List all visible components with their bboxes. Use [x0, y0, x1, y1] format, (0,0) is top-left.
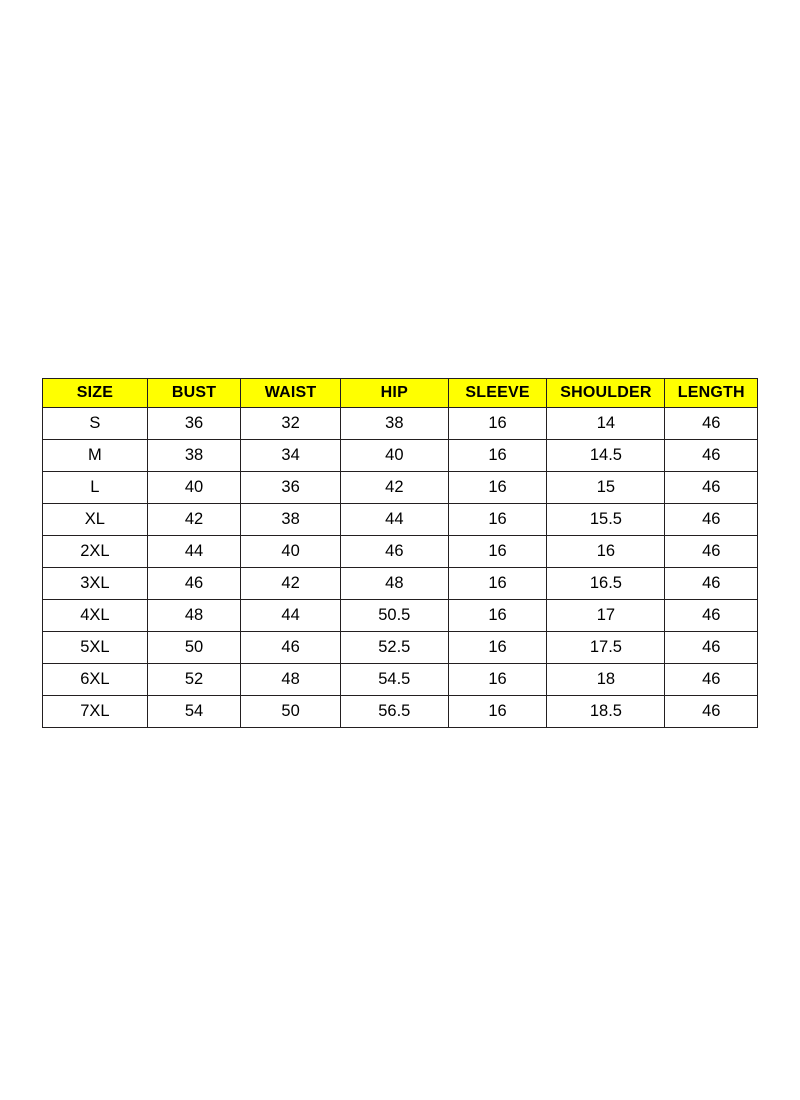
cell-waist: 48 — [241, 664, 341, 696]
cell-length: 46 — [665, 568, 758, 600]
cell-sleeve: 16 — [448, 696, 547, 728]
cell-hip: 48 — [340, 568, 448, 600]
cell-sleeve: 16 — [448, 632, 547, 664]
cell-size: 3XL — [43, 568, 148, 600]
column-header-bust: BUST — [147, 379, 240, 408]
cell-length: 46 — [665, 408, 758, 440]
cell-sleeve: 16 — [448, 504, 547, 536]
cell-sleeve: 16 — [448, 536, 547, 568]
table-row — [43, 600, 758, 632]
cell-length: 46 — [665, 664, 758, 696]
cell-waist: 42 — [241, 568, 341, 600]
cell-length: 46 — [665, 600, 758, 632]
cell-sleeve: 16 — [448, 408, 547, 440]
cell-shoulder: 15.5 — [547, 504, 665, 536]
cell-size: M — [43, 440, 148, 472]
table-row — [43, 440, 758, 472]
cell-waist: 34 — [241, 440, 341, 472]
cell-shoulder: 14.5 — [547, 440, 665, 472]
cell-size: 6XL — [43, 664, 148, 696]
cell-bust: 40 — [147, 472, 240, 504]
cell-size: L — [43, 472, 148, 504]
column-header-size: SIZE — [43, 379, 148, 408]
cell-shoulder: 14 — [547, 408, 665, 440]
cell-bust: 50 — [147, 632, 240, 664]
cell-shoulder: 17 — [547, 600, 665, 632]
cell-shoulder: 16.5 — [547, 568, 665, 600]
cell-size: 4XL — [43, 600, 148, 632]
size-chart-table — [42, 378, 758, 728]
cell-length: 46 — [665, 504, 758, 536]
cell-shoulder: 18 — [547, 664, 665, 696]
table-row — [43, 472, 758, 504]
cell-hip: 54.5 — [340, 664, 448, 696]
cell-waist: 40 — [241, 536, 341, 568]
table-row — [43, 664, 758, 696]
column-header-hip: HIP — [340, 379, 448, 408]
column-header-length: LENGTH — [665, 379, 758, 408]
cell-shoulder: 16 — [547, 536, 665, 568]
cell-waist: 36 — [241, 472, 341, 504]
table-row — [43, 696, 758, 728]
cell-bust: 44 — [147, 536, 240, 568]
cell-waist: 44 — [241, 600, 341, 632]
cell-bust: 52 — [147, 664, 240, 696]
cell-hip: 52.5 — [340, 632, 448, 664]
cell-length: 46 — [665, 632, 758, 664]
table-row — [43, 408, 758, 440]
table-row — [43, 536, 758, 568]
cell-size: 2XL — [43, 536, 148, 568]
size-chart-container — [42, 378, 758, 728]
cell-waist: 46 — [241, 632, 341, 664]
cell-shoulder: 15 — [547, 472, 665, 504]
column-header-shoulder: SHOULDER — [547, 379, 665, 408]
table-header-row — [43, 379, 758, 408]
cell-length: 46 — [665, 472, 758, 504]
cell-hip: 42 — [340, 472, 448, 504]
cell-size: 5XL — [43, 632, 148, 664]
cell-hip: 50.5 — [340, 600, 448, 632]
cell-length: 46 — [665, 696, 758, 728]
cell-shoulder: 17.5 — [547, 632, 665, 664]
cell-hip: 40 — [340, 440, 448, 472]
cell-hip: 46 — [340, 536, 448, 568]
cell-sleeve: 16 — [448, 664, 547, 696]
table-header — [43, 379, 758, 408]
cell-bust: 48 — [147, 600, 240, 632]
cell-bust: 42 — [147, 504, 240, 536]
cell-waist: 50 — [241, 696, 341, 728]
cell-bust: 46 — [147, 568, 240, 600]
table-row — [43, 632, 758, 664]
cell-sleeve: 16 — [448, 440, 547, 472]
cell-size: 7XL — [43, 696, 148, 728]
cell-bust: 38 — [147, 440, 240, 472]
cell-shoulder: 18.5 — [547, 696, 665, 728]
cell-size: S — [43, 408, 148, 440]
table-row — [43, 504, 758, 536]
table-row — [43, 568, 758, 600]
cell-bust: 36 — [147, 408, 240, 440]
cell-hip: 56.5 — [340, 696, 448, 728]
cell-bust: 54 — [147, 696, 240, 728]
column-header-waist: WAIST — [241, 379, 341, 408]
cell-sleeve: 16 — [448, 600, 547, 632]
cell-waist: 32 — [241, 408, 341, 440]
cell-size: XL — [43, 504, 148, 536]
cell-hip: 44 — [340, 504, 448, 536]
table-body — [43, 408, 758, 728]
column-header-sleeve: SLEEVE — [448, 379, 547, 408]
cell-waist: 38 — [241, 504, 341, 536]
cell-sleeve: 16 — [448, 472, 547, 504]
cell-sleeve: 16 — [448, 568, 547, 600]
cell-length: 46 — [665, 536, 758, 568]
cell-length: 46 — [665, 440, 758, 472]
cell-hip: 38 — [340, 408, 448, 440]
